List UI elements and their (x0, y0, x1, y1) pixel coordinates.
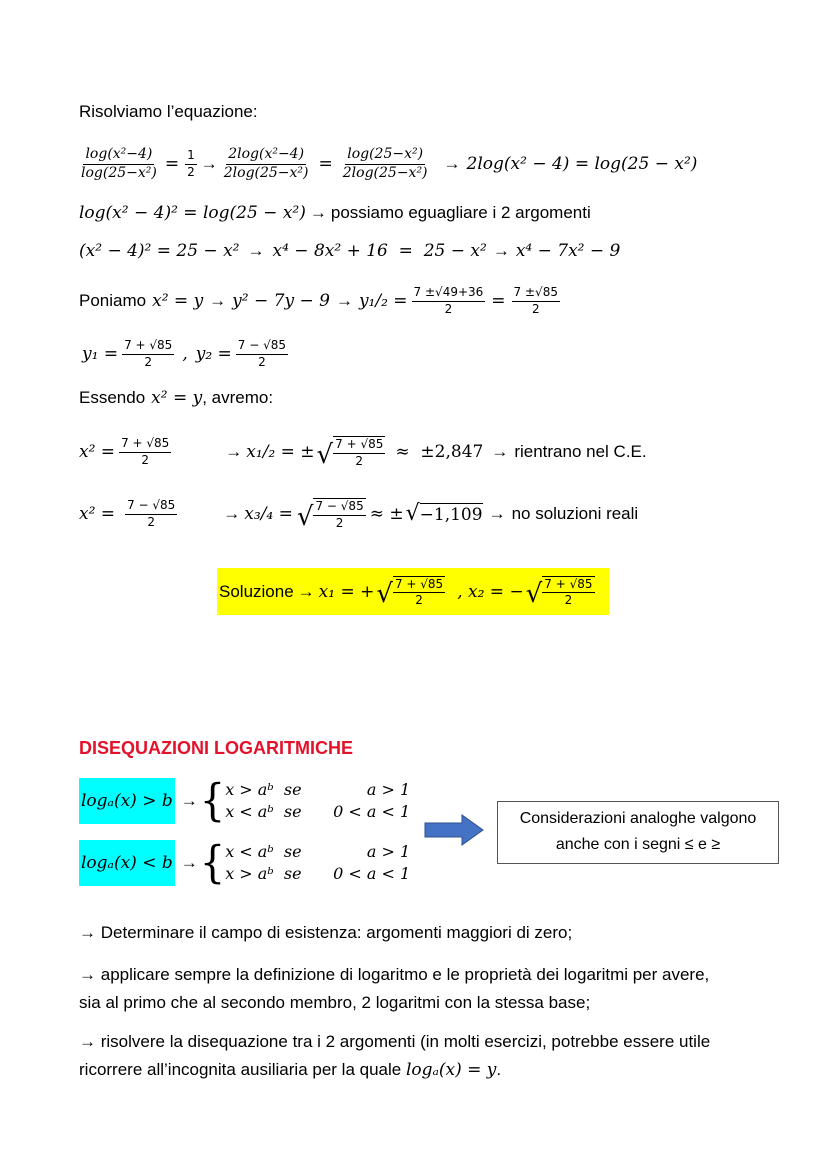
essendo-suffix: , avremo: (202, 388, 274, 407)
system-row (225, 863, 410, 885)
case-1-note: rientrano nel C.E. (514, 442, 647, 461)
intro-title: Risolviamo l’equazione: (79, 102, 258, 121)
bullet-3-line-1: risolvere la disequazione tra i 2 argomenti (in molti esercizi, potrebbe essere utile (100, 1032, 711, 1051)
case-1-num: 7 + √85 (119, 437, 171, 452)
system-range: a > 1 (366, 780, 411, 799)
sqrt-num: 7 + √85 (393, 578, 445, 593)
fraction-y12 (412, 286, 486, 315)
equation-2-text: possiamo eguagliare i 2 argomenti (330, 203, 591, 222)
equation-4-m2: y² − 7y − 9 (232, 291, 330, 311)
sqrt-fraction (333, 436, 385, 467)
inequality-2 (79, 838, 410, 888)
essendo-prefix: Essendo (79, 388, 146, 407)
equation-4-label: Poniamo (79, 291, 147, 310)
sqrt-icon: √ (316, 439, 334, 470)
solution-x1: x₁ = + (318, 581, 375, 602)
y1-label: y₁ = (82, 344, 119, 364)
fraction-3-den: 2log(25−x²) (342, 164, 428, 181)
case-1-approx: ≈ ±2,847 (395, 442, 484, 462)
case-1-lhs: x² = (79, 442, 116, 462)
arrow-icon: → (335, 291, 353, 310)
case-2-approx: ≈ ± (369, 504, 404, 524)
sqrt-icon: √ (405, 501, 420, 526)
inequality-2-system (225, 841, 410, 885)
fraction-1-num: log(x²−4) (83, 147, 154, 164)
case-2-neg: −1,109 (419, 505, 483, 525)
sqrt-radical (525, 576, 595, 610)
equation-3-left: (x² − 4)² = 25 − x² (79, 241, 240, 261)
essendo-line (79, 386, 273, 410)
equals-sign: = (491, 291, 506, 311)
note-line-2: anche con i segni ≤ e ≥ (555, 836, 721, 853)
equation-4-m3: y₁/₂ = (358, 291, 408, 311)
arrow-icon: → (225, 442, 243, 461)
inequality-1-system (225, 779, 410, 823)
solution-box (217, 568, 609, 615)
fraction-2-den: 2log(25−x²) (223, 164, 309, 181)
fraction-y2-num: 7 − √85 (236, 339, 288, 354)
sqrt-negative (406, 503, 483, 525)
arrow-icon: → (223, 504, 241, 523)
system-row (225, 801, 410, 823)
solution-label: Soluzione (219, 581, 294, 601)
equation-3-mid: x⁴ − 8x² + 16 = 25 − x² (272, 241, 487, 261)
half-den: 2 (187, 164, 195, 179)
arrow-icon: → (297, 581, 315, 601)
arrow-icon: → (488, 504, 506, 523)
arrow-icon: → (209, 291, 227, 310)
fraction-y12-den: 2 (444, 301, 453, 316)
fraction-3-num: log(25−x²) (345, 147, 425, 164)
sqrt-num: 7 + √85 (542, 578, 594, 593)
system-row (225, 779, 410, 801)
system-range: a > 1 (366, 842, 411, 861)
bullet-1-text: Determinare il campo di esistenza: argomenti maggiori di zero; (100, 923, 573, 942)
separator: , (182, 344, 188, 364)
right-arrow-icon (424, 814, 484, 846)
equation-1 (79, 142, 697, 186)
sqrt-radical (296, 498, 366, 532)
arrow-icon: → (491, 442, 509, 461)
sqrt-num: 7 + √85 (333, 438, 385, 453)
system-condition: x < aᵇ se (225, 802, 302, 821)
sqrt-radical (376, 576, 445, 610)
case-1-den: 2 (141, 452, 149, 467)
sqrt-num: 7 − √85 (313, 500, 365, 515)
case-2-num: 7 − √85 (125, 499, 177, 514)
section-heading: DISEQUAZIONI LOGARITMICHE (79, 738, 353, 758)
inequality-1 (79, 776, 410, 826)
equation-3 (79, 238, 620, 264)
case-2-lhs: x² = (79, 504, 116, 524)
equation-2-math: log(x² − 4)² = log(25 − x²) (79, 203, 306, 223)
fraction-y2 (236, 339, 288, 368)
sqrt-den: 2 (564, 593, 573, 607)
essendo-math: x² = y (151, 388, 203, 408)
fraction-3 (341, 147, 430, 181)
sqrt-icon: √ (376, 579, 393, 610)
inequality-2-lhs: logₐ(x) < b (79, 840, 175, 886)
note-line-1: Considerazioni analoghe valgono (519, 810, 757, 827)
fraction-y1-num: 7 + √85 (122, 339, 174, 354)
fraction-y1 (122, 339, 174, 368)
sqrt-icon: √ (296, 501, 314, 532)
sqrt-fraction (393, 576, 445, 607)
sqrt-den: 2 (355, 453, 364, 468)
inequality-1-lhs: logₐ(x) > b (79, 778, 175, 824)
bullet-1 (79, 923, 572, 943)
fraction-y12-simplified-num: 7 ±√85 (512, 286, 560, 301)
equation-4 (79, 280, 560, 322)
bullet-3 (79, 1028, 710, 1084)
case-2-note: no soluzioni reali (511, 504, 639, 523)
bullet-2 (79, 961, 709, 1017)
bullet-3-line-2: ricorrere all’incognita ausiliaria per la quale (79, 1060, 402, 1079)
equation-4-m1: x² = y (152, 291, 204, 311)
system-range: 0 < a < 1 (333, 864, 411, 883)
fraction-1-den: log(25−x²) (81, 164, 157, 181)
bullet-3-end: . (496, 1060, 502, 1079)
sqrt-icon: √ (525, 579, 543, 610)
system-row (225, 841, 410, 863)
brace-icon: { (199, 775, 226, 827)
fraction-2 (222, 147, 311, 181)
y2-label: y₂ = (195, 344, 232, 364)
case-2-x: x₃/₄ = (244, 504, 293, 524)
case-1-fraction (119, 437, 171, 466)
case-1 (79, 428, 647, 476)
fraction-2-num: 2log(x²−4) (226, 147, 306, 164)
system-range: 0 < a < 1 (333, 802, 411, 821)
fraction-half (185, 149, 197, 178)
system-condition: x > aᵇ se (225, 780, 302, 799)
fraction-y12-simplified-den: 2 (531, 301, 540, 316)
arrow-icon: → (79, 923, 96, 942)
arrow-icon: → (180, 791, 198, 810)
arrow-icon: → (180, 853, 198, 872)
sqrt-fraction (542, 576, 594, 607)
equation-3-right: x⁴ − 7x² − 9 (515, 241, 621, 261)
fraction-y2-den: 2 (258, 354, 266, 369)
system-condition: x > aᵇ se (225, 864, 302, 883)
arrow-icon: → (247, 241, 265, 260)
arrow-icon: → (309, 203, 327, 222)
system-condition: x < aᵇ se (225, 842, 302, 861)
fraction-y12-num: 7 ±√49+36 (412, 286, 486, 301)
brace-icon: { (199, 837, 226, 889)
arrow-icon: → (492, 241, 510, 260)
sqrt-den: 2 (415, 593, 423, 607)
solution-x2: , x₂ = − (457, 581, 524, 602)
fraction-1 (79, 147, 159, 181)
fraction-y1-den: 2 (144, 354, 153, 369)
sqrt-fraction (313, 498, 365, 529)
arrow-icon: → (443, 154, 461, 173)
equation-1-result: 2log(x² − 4) = log(25 − x²) (466, 154, 698, 174)
note-box (497, 801, 779, 864)
half-num: 1 (185, 149, 197, 164)
arrow-icon: → (79, 965, 96, 984)
equals-sign: = (318, 154, 333, 174)
equals-sign: = (164, 154, 180, 174)
case-2 (79, 490, 638, 538)
bullet-2-line-2: sia al primo che al secondo membro, 2 logaritmi con la stessa base; (79, 993, 591, 1012)
bullet-2-line-1: applicare sempre la definizione di logaritmo e le proprietà dei logaritmi per avere, (100, 965, 710, 984)
sqrt-radical (316, 436, 386, 470)
sqrt-den: 2 (335, 515, 344, 530)
case-2-fraction (125, 499, 177, 528)
arrow-icon: → (200, 154, 218, 173)
bullet-3-math: logₐ(x) = y (405, 1060, 497, 1080)
equation-5 (82, 334, 288, 374)
case-2-den: 2 (147, 514, 155, 529)
equation-2 (79, 200, 591, 226)
case-1-x: x₁/₂ = ± (246, 442, 315, 462)
arrow-icon: → (79, 1032, 96, 1051)
fraction-y12-simplified (512, 286, 560, 315)
